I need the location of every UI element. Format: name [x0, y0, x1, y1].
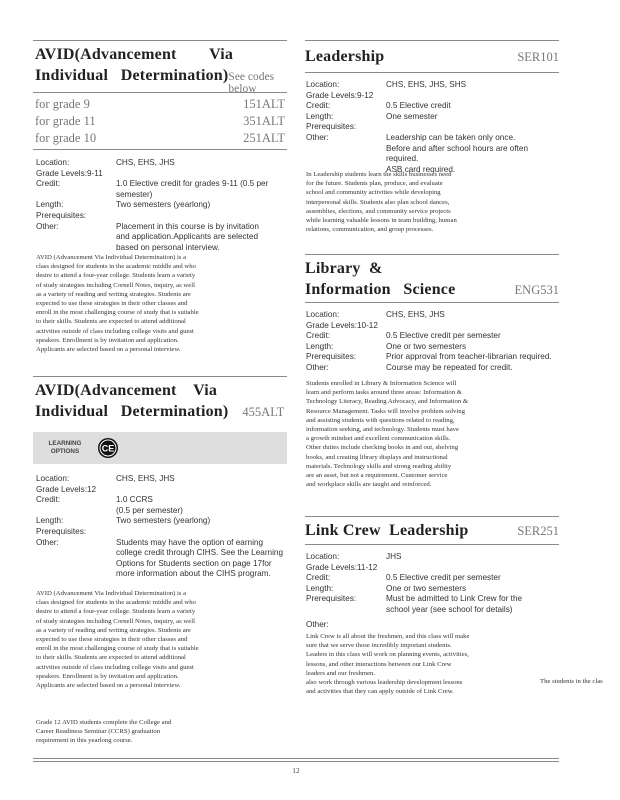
linkcrew-title: Link Crew Leadership: [305, 522, 469, 539]
length-label: Length:: [306, 341, 334, 351]
desc-line: materials. Technology skills and strong reading ability: [306, 462, 452, 470]
other-value: more information about the CIHS program.: [116, 569, 271, 579]
desc-line: Applicants are selected based on a personal interview.: [36, 682, 181, 690]
other-value: Students may have the option of earning: [116, 537, 264, 547]
avid1-grade-codes: [35, 96, 285, 147]
linkcrew-description: [306, 632, 558, 696]
desc-line: desire to attend a four-year college. Students learn a variety: [36, 272, 196, 280]
avid-section-2: [35, 380, 285, 422]
library-section: [305, 258, 559, 300]
other-value: Options for Students section on page 17for: [116, 558, 272, 568]
desc-line: In Leadership students learn the skills businesses need: [306, 171, 452, 178]
desc-line: and assisting students with questions related to reading,: [306, 416, 455, 424]
grade-levels: Grade Levels:10-12: [306, 320, 378, 330]
avid1-see-codes: See codes below: [228, 71, 275, 95]
avid1-title-line1: AVID(Advancement Via: [35, 46, 234, 63]
prerequisites-label: Prerequisites:: [36, 526, 87, 536]
desc-line: class designed for students in the academic middle and who: [36, 263, 196, 271]
other-label: Other:: [36, 221, 59, 231]
learning-options-label: LEARNING OPTIONS: [48, 440, 82, 455]
library-title-line2: Information Science: [305, 281, 456, 298]
location-value: CHS, EHS, JHS: [116, 474, 175, 483]
length-value: One semester: [386, 111, 438, 121]
desc-line: Applicants are selected based on a personal interview.: [36, 346, 181, 354]
credit-value: 0.5 Elective credit per semester: [386, 573, 501, 583]
library-top-rule: [305, 254, 559, 255]
other-value: Placement in this course is by invitation: [116, 221, 259, 231]
desc-line: Other duties include checking books in and out, shelving: [306, 444, 459, 452]
credit-label: Credit:: [36, 495, 61, 505]
top-rule-right: [305, 40, 559, 41]
grade-levels: Grade Levels:12: [36, 484, 97, 494]
desc-line: to their skills. Students are expected to attend additional: [36, 654, 186, 662]
desc-line: relations, communication, and group processes.: [306, 226, 434, 234]
desc-line: AVID (Advancement Via Individual Determination) is a: [36, 254, 187, 261]
desc-line: of study strategies including Cornell Notes, inquiry, as well: [36, 281, 195, 289]
library-details: [306, 310, 558, 374]
desc-line: expected to use these strategies in their other classes and: [36, 300, 188, 308]
prerequisites-value: school year (see school for details): [386, 604, 513, 614]
avid2-title-line1: AVID(Advancement Via: [35, 382, 218, 399]
desc-line: Students enrolled in Library & Information Science will: [306, 380, 457, 387]
linkcrew-top-rule: [305, 516, 559, 517]
desc-line: speakers. Enrollment is by invitation and application.: [36, 336, 179, 344]
desc-line: Resource Management. Tasks will involve problem solving: [306, 407, 465, 415]
grade-label: for grade 11: [35, 114, 96, 128]
bottom-rule-2: [33, 761, 559, 762]
desc-line: and workplace skills are taught and reinforced.: [306, 481, 432, 489]
desc-line: for the future. Students plan, produce, and evaluate: [306, 180, 443, 188]
leadership-section: [305, 46, 559, 67]
desc-line: books, and creating library displays and instructional: [306, 453, 448, 461]
desc-line: expected to use these strategies in their other classes and: [36, 636, 188, 644]
leadership-details: [306, 80, 558, 175]
linkcrew-section: [305, 520, 559, 541]
avid-section-1: [35, 44, 285, 95]
avid1-description: [36, 253, 286, 354]
location-value: JHS: [386, 552, 402, 561]
linkcrew-rule: [305, 544, 559, 545]
desc-line: speakers. Enrollment is by invitation and application.: [36, 672, 179, 680]
credit-value: 0.5 Elective credit per semester: [386, 331, 501, 341]
desc-line: assemblies, elections, and community service projects: [306, 207, 451, 215]
desc-line: a growth mindset and excellent communication skills.: [306, 435, 451, 443]
avid2-details: [36, 474, 286, 580]
leadership-rule: [305, 72, 559, 73]
length-label: Length:: [306, 111, 334, 121]
leadership-title: Leadership: [305, 48, 385, 65]
grade-code: 251ALT: [243, 131, 285, 145]
desc-line: are an asset, but not a requirement. Customer service: [306, 472, 448, 480]
desc-line: enroll in the most challenging course of study that is suitable: [36, 309, 199, 317]
avid1-details: [36, 158, 286, 253]
credit-value: 1.0 CCRS: [116, 495, 153, 505]
grade-code: 151ALT: [243, 97, 285, 111]
location-value: CHS, EHS, JHS, SHS: [386, 80, 467, 89]
other-label: Other:: [306, 619, 329, 629]
other-value: Leadership can be taken only once.: [386, 132, 516, 142]
other-label: Other:: [306, 362, 329, 372]
desc-line: school and community activities while developing: [306, 189, 441, 197]
library-rule: [305, 302, 559, 303]
avid2-ccrs-note: [36, 718, 286, 746]
desc-line: lessons, and other interactions between our Link Crew: [306, 660, 452, 668]
avid2-top-rule: [33, 376, 287, 377]
credit-value: (0.5 per semester): [116, 505, 183, 515]
bottom-rule-1: [33, 758, 559, 759]
desc-line: to their skills. Students are expected to attend additional: [36, 318, 186, 326]
prerequisites-label: Prerequisites:: [306, 122, 357, 132]
prerequisites-value: Prior approval from teacher-librarian required.: [386, 352, 552, 362]
credit-label: Credit:: [36, 179, 61, 189]
length-label: Length:: [36, 200, 64, 210]
other-value: Before and after school hours are often required.: [386, 143, 529, 164]
other-label: Other:: [306, 132, 329, 142]
grade-code: 351ALT: [243, 114, 285, 128]
desc-line: information seeking, and technology. Students must have: [306, 426, 459, 434]
desc-line: leaders and our freshmen.: [306, 669, 376, 677]
prerequisites-value: Must be admitted to Link Crew for the: [386, 594, 523, 604]
leadership-code: SER101: [517, 50, 559, 64]
desc-line: learn and perform tasks around three areas: Information &: [306, 389, 462, 397]
desc-line: and activities that they can apply outside of Link Crew.: [306, 688, 454, 696]
avid1-rule-2: [33, 149, 287, 150]
length-value: One or two semesters: [386, 341, 467, 351]
desc-line: Technology Literacy, Reading Advocacy, and Information &: [306, 398, 469, 406]
desc-line: as a variety of reading and writing strategies. Students are: [36, 290, 191, 298]
desc-line: activities outside of class including college visits and guest: [36, 327, 194, 335]
avid2-code: 455ALT: [242, 405, 285, 419]
length-label: Length:: [36, 516, 64, 526]
avid1-title-line2: Individual Determination): [35, 67, 229, 84]
grade-levels: Grade Levels:9-12: [306, 90, 374, 100]
linkcrew-code: SER251: [517, 524, 559, 538]
library-description: [306, 379, 558, 489]
desc-line: as a variety of reading and writing strategies. Students are: [36, 626, 191, 634]
avid1-rule: [33, 92, 287, 93]
prerequisites-label: Prerequisites:: [306, 594, 357, 604]
top-rule-left: [33, 40, 287, 41]
desc-line: Career Readiness Seminar (CCRS) graduation: [36, 728, 161, 736]
credit-value: 0.5 Elective credit: [386, 101, 451, 111]
grade-levels: Grade Levels:11-12: [306, 562, 378, 572]
avid2-description: [36, 589, 286, 690]
desc-line: also work through various leadership development lessons: [306, 679, 463, 687]
other-label: Other:: [36, 537, 59, 547]
desc-line: Link Crew is all about the freshmen, and this class will make: [306, 633, 470, 640]
grade-label: for grade 9: [35, 97, 90, 111]
library-code: ENG531: [514, 283, 559, 297]
length-value: One or two semesters: [386, 583, 467, 593]
desc-line: Grade 12 AVID students complete the College and: [36, 719, 172, 726]
credit-label: Credit:: [306, 573, 331, 583]
other-value: based on personal interview.: [116, 242, 220, 252]
credit-label: Credit:: [306, 101, 331, 111]
linkcrew-stray-text: The students in the clas: [540, 678, 603, 685]
linkcrew-details: [306, 552, 558, 630]
desc-line: enroll in the most challenging course of study that is suitable: [36, 645, 199, 653]
other-value: and application.Applicants are selected: [116, 232, 259, 242]
svg-text:CE: CE: [101, 443, 115, 454]
length-value: Two semesters (yearlong): [116, 516, 211, 526]
prerequisites-label: Prerequisites:: [36, 210, 87, 220]
avid2-title-line2: Individual Determination): [35, 403, 229, 420]
prerequisites-label: Prerequisites:: [306, 352, 357, 362]
other-value: ASB card required.: [386, 164, 456, 174]
location-label: Location:: [306, 80, 340, 89]
desc-line: while learning valuable lessons in team building, human: [306, 217, 457, 225]
location-label: Location:: [36, 474, 70, 483]
grade-levels: Grade Levels:9-11: [36, 168, 103, 178]
ce-icon: [97, 437, 119, 464]
leadership-description: [306, 170, 558, 234]
location-value: CHS, EHS, JHS: [386, 310, 445, 319]
location-value: CHS, EHS, JHS: [116, 158, 175, 167]
desc-line: activities outside of class including college visits and guest: [36, 663, 194, 671]
desc-line: desire to attend a four-year college. Students learn a variety: [36, 608, 196, 616]
other-value: Course may be repeated for credit.: [386, 362, 513, 372]
desc-line: sure that we serve those incredibly important students.: [306, 642, 452, 650]
desc-line: AVID (Advancement Via Individual Determination) is a: [36, 590, 187, 597]
desc-line: requirement in this yearlong course.: [36, 737, 133, 745]
credit-value: 1.0 Elective credit for grades 9-11 (0.5 per semester): [116, 179, 269, 199]
desc-line: interpersonal skills. Students also plan school dances,: [306, 198, 450, 206]
page-number: 12: [292, 766, 300, 775]
grade-label: for grade 10: [35, 131, 97, 145]
location-label: Location:: [36, 158, 70, 167]
length-value: Two semesters (yearlong): [116, 200, 211, 210]
desc-line: of study strategies including Cornell Notes, inquiry, as well: [36, 617, 195, 625]
desc-line: class designed for students in the academic middle and who: [36, 599, 196, 607]
length-label: Length:: [306, 583, 334, 593]
location-label: Location:: [306, 310, 340, 319]
credit-label: Credit:: [306, 331, 331, 341]
library-title-line1: Library &: [305, 260, 383, 277]
desc-line: Leaders in this class will work on planning events, activities,: [306, 651, 469, 659]
other-value: college credit through CIHS. See the Learning: [116, 548, 284, 558]
location-label: Location:: [306, 552, 340, 561]
learning-options-bar: [33, 432, 287, 464]
